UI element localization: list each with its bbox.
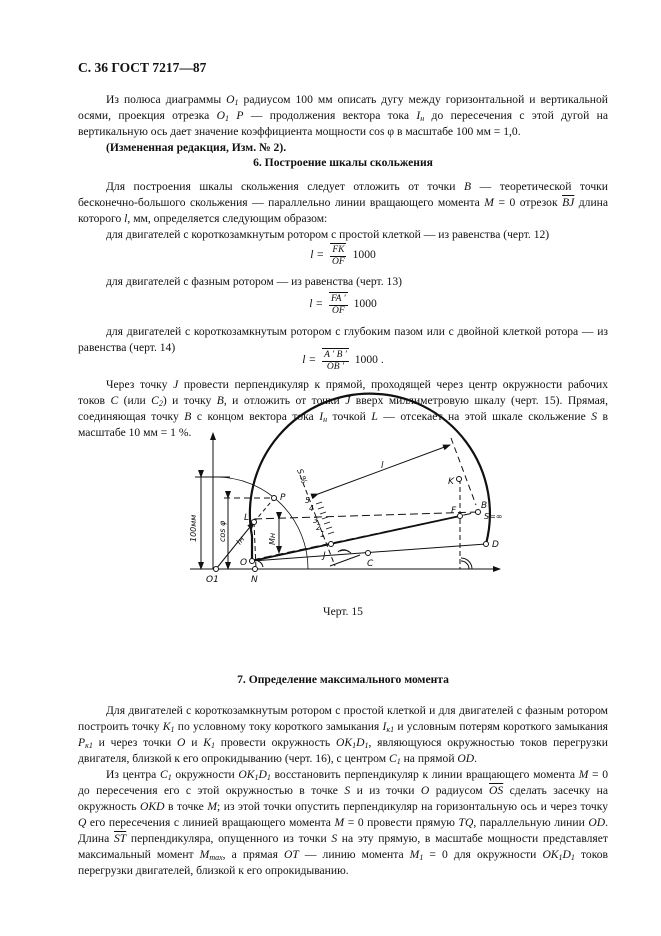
amendment-note: (Измененная редакция, Изм. № 2). [106,141,287,154]
label-In: Iн [234,534,247,547]
math-symbol: O [177,736,186,749]
paragraph-3: Через точку J провести перпендикуляр к прямой, проходящей через центр окружности рабочих токов C (или $C_2$) и точку B, и отложить от точки J вверх миллиметровую шкалу (черт. 15). Прямая, соединяющая точку B с концом вектора тока $I_н$ точкой L — отсекает на этой шкале скольжение S в масштабе 10 мм = 1 %. [78,378,608,439]
math-symbol: $OK_1$ [238,768,259,782]
math-symbol: $C_1$ [159,768,172,782]
formula-factor: 1000 [352,248,376,262]
math-symbol: L [371,410,378,423]
paragraph-1: Из полюса диаграммы $O_1$ радиусом 100 мм описать дугу между горизонтальной и вертикальной осями, проекция отрезка $O_1$ P — продолжения вектора тока $I_н$ до пересечения с этой дугой на вертикальную ось дает значение коэффициента мощности cos φ в масштабе 100 мм = 1,0. [78,93,608,138]
math-symbol: S [344,784,351,797]
math-symbol: J [173,378,179,391]
paragraph-2: Для построения шкалы скольжения следует отложить от точки B — теоретической точки бесконечно-большого скольжения — параллельно линии вращающего момента M = 0 отрезок $\overline{BJ}$ длина которого l, мм, определяется следующим образом: [78,180,609,225]
overlined-segment: $\overline{BJ}$ [562,196,575,209]
math-symbol: S [591,410,598,423]
dim-l [318,445,450,494]
math-symbol: M [207,800,217,813]
scale-tick-label: 3 [313,516,318,525]
label-slip-percent: S % [295,467,309,485]
scale-tick-label: 5 [305,496,310,505]
math-symbol: $D_1$ [356,736,369,750]
case-2-text: для двигателей с фазным ротором — из равенства (черт. 13) [106,275,402,288]
math-symbol: M [578,768,589,781]
label-D: D [492,540,499,550]
figure-caption: Черт. 15 [323,605,363,618]
math-symbol: O [420,784,430,797]
math-symbol: $M_{max}$ [199,848,223,862]
label-K: K [448,477,454,487]
scale-tick-label: 4 [309,504,314,513]
label-P: P [280,493,286,503]
math-symbol: OT [283,848,299,861]
math-symbol: $K_1$ [162,720,175,734]
math-symbol: P [236,109,244,122]
case-3-text: для двигателей с короткозамкнутым ротором с глубоким пазом или с двойной клеткой ротора — из равенства (черт. 14) [78,325,608,354]
label-Mn: Mн [268,532,277,545]
label-F: F [451,506,457,516]
math-symbol: $D_1$ [562,848,575,862]
math-symbol: $M_1$ [409,848,424,862]
math-symbol: Q [78,816,87,829]
label-l: l [381,461,384,471]
math-symbol: B [216,394,224,407]
math-symbol: $OK_1$ [335,736,357,750]
math-symbol: OD [457,752,475,765]
case-1-text: для двигателей с короткозамкнутым ротором с простой клеткой — из равенства (черт. 12) [106,228,550,241]
formula-factor: 1000 [353,297,377,311]
math-symbol: $D_1$ [258,768,271,782]
math-symbol: S [331,832,338,845]
math-symbol: $O_1$ [216,109,230,123]
unit-arc [216,477,308,569]
overlined-segment: $\overline{ST}$ [113,832,127,845]
formula-factor: 1000 . [354,353,384,367]
math-symbol: OKD [140,800,165,813]
label-O1: O1 [206,575,219,585]
math-symbol: $I_{к1}$ [382,720,395,734]
denominator: OF [332,257,345,267]
math-symbol: $P_{к1}$ [78,736,93,750]
math-symbol: $K_1$ [203,736,215,750]
label-cosphi: cos φ [218,520,227,542]
denominator: OF [332,306,345,316]
denominator: OB ′ [326,362,345,372]
math-symbol: M [334,816,345,829]
math-symbol: l [124,212,128,225]
label-N: N [251,575,258,585]
math-symbol: C [110,394,119,407]
math-symbol: $I_н$ [319,410,328,424]
math-symbol: OD [588,816,606,829]
math-symbol: B [464,180,472,193]
overlined-segment: $\overline{OS}$ [489,784,504,797]
formula-lhs: l = [309,297,324,311]
label-L: L [244,513,250,523]
paragraph-4: Для двигателей с короткозамкнутым ротором с простой клеткой и для двигателей с фазным ротором построить точку $K_1$ по условному току короткого замыкания $I_{к1}$ и условным потерям короткого замыкания $P_{к1}$ и через точки O и $K_1$ провести окружность $OK_1D_1$, являющуюся окружностью токов перегрузки двигателя, близкой к его опрокидыванию (черт. 16), с центром $C_1$ на прямой OD. [78,704,609,766]
math-symbol: $C_2$ [151,394,163,408]
section-7-title: 7. Определение максимального момента [237,673,449,686]
math-symbol: B [184,410,192,423]
math-symbol: M [484,196,494,209]
math-symbol: TQ [458,816,474,829]
label-s-infinity: S=∞ [484,512,503,521]
scale-tick-label: 2 [316,523,321,532]
section-6-title: 6. Построение шкалы скольжения [253,156,433,169]
math-symbol: $C_1$ [388,752,401,766]
label-J: J [323,551,326,561]
formula-lhs: l = [310,248,325,262]
math-symbol: $O_1$ [226,93,239,107]
math-symbol: $OK_1$ [542,848,563,862]
formula-lhs: l = [302,353,317,367]
numerator: A ′ B ′ [324,350,347,360]
paragraph-5: Из центра $C_1$ окружности $OK_1D_1$ восстановить перпендикуляр к линии вращающего момента M = 0 до пересечения его с этой окружностью в точке S и из точки O радиусом $\overline{OS}$ сделать засечку на окружность OKD в точке M; из этой точки опустить перпендикуляр на горизонтальную ось и через точку Q его пересечения с линией вращающего момента M = 0 провести прямую TQ, параллельную линии OD. Длина $\overline{ST}$ перпендикуляра, опущенного из точки S на эту прямую, в масштабе мощности представляет максимальный момент $M_{max}$, а прямая OT — линию момента $M_1 = 0$ для окружности $OK_1D_1$ токов перегрузки двигателей, близкой к его опрокидыванию. [78,768,609,877]
numerator: FK [332,245,345,255]
math-symbol: $I_н$ [416,109,425,123]
numerator: FA ′ [331,294,346,304]
math-symbol: J [345,394,351,407]
page-header: С. 36 ГОСТ 7217—87 [78,60,207,75]
label-C: C [367,559,374,569]
scale-tick-label: 1 [320,530,325,539]
label-O: O [240,558,248,568]
label-100mm: 100мм [189,514,198,542]
label-B: B [481,501,488,511]
